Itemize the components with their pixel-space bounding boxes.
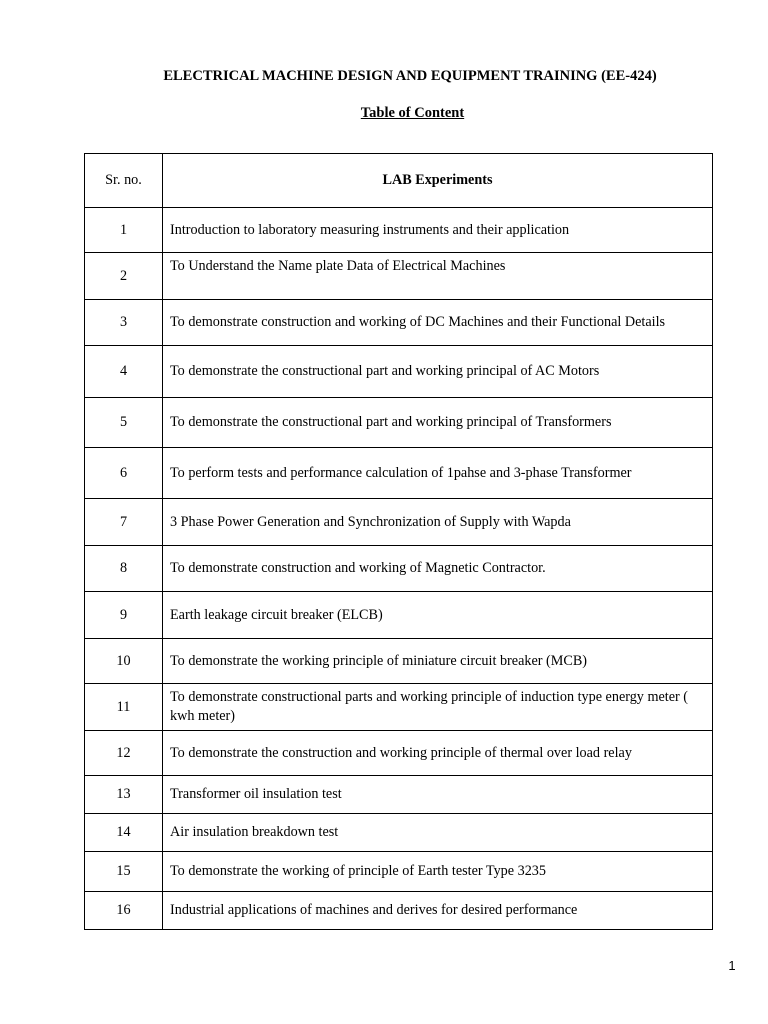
- header-sr-no: Sr. no.: [85, 154, 163, 208]
- page-number: 1: [728, 958, 736, 973]
- table-row: [85, 499, 713, 546]
- table-row: [85, 731, 713, 776]
- experiment-title: To Understand the Name plate Data of Electrical Machines: [163, 253, 713, 300]
- table-row: [85, 639, 713, 684]
- experiment-title: To demonstrate construction and working of Magnetic Contractor.: [163, 546, 713, 592]
- experiment-title: Air insulation breakdown test: [163, 814, 713, 852]
- table-row: [85, 346, 713, 398]
- experiment-title: Transformer oil insulation test: [163, 776, 713, 814]
- experiments-table: [84, 153, 713, 930]
- row-number: 2: [85, 253, 163, 300]
- table-row: [85, 592, 713, 639]
- table-row: [85, 852, 713, 892]
- row-number: 7: [85, 499, 163, 546]
- experiment-title: 3 Phase Power Generation and Synchronization of Supply with Wapda: [163, 499, 713, 546]
- experiment-title: To demonstrate constructional parts and working principle of induction type energy meter ( kwh meter): [163, 684, 713, 731]
- row-number: 3: [85, 300, 163, 346]
- experiment-title: To perform tests and performance calculation of 1pahse and 3-phase Transformer: [163, 448, 713, 499]
- experiment-title: To demonstrate construction and working of DC Machines and their Functional Details: [163, 300, 713, 346]
- row-number: 12: [85, 731, 163, 776]
- row-number: 11: [85, 684, 163, 731]
- experiment-title: Earth leakage circuit breaker (ELCB): [163, 592, 713, 639]
- row-number: 13: [85, 776, 163, 814]
- table-row: [85, 776, 713, 814]
- table-row: [85, 892, 713, 930]
- experiment-title: Industrial applications of machines and derives for desired performance: [163, 892, 713, 930]
- row-number: 5: [85, 398, 163, 448]
- experiment-title: To demonstrate the construction and working principle of thermal over load relay: [163, 731, 713, 776]
- experiment-title: Introduction to laboratory measuring instruments and their application: [163, 208, 713, 253]
- row-number: 1: [85, 208, 163, 253]
- document-title: ELECTRICAL MACHINE DESIGN AND EQUIPMENT TRAINING (EE-424): [163, 68, 657, 84]
- experiment-title: To demonstrate the working of principle of Earth tester Type 3235: [163, 852, 713, 892]
- table-row: [85, 684, 713, 731]
- row-number: 6: [85, 448, 163, 499]
- table-row: [85, 546, 713, 592]
- experiment-title: To demonstrate the working principle of miniature circuit breaker (MCB): [163, 639, 713, 684]
- row-number: 10: [85, 639, 163, 684]
- table-row: [85, 448, 713, 499]
- table-of-content-heading: Table of Content: [360, 105, 465, 121]
- table-row: [85, 814, 713, 852]
- row-number: 8: [85, 546, 163, 592]
- table-row: [85, 300, 713, 346]
- table-row: [85, 398, 713, 448]
- table-header-row: [85, 154, 713, 208]
- row-number: 15: [85, 852, 163, 892]
- row-number: 16: [85, 892, 163, 930]
- table-row: [85, 208, 713, 253]
- experiment-title: To demonstrate the constructional part and working principal of AC Motors: [163, 346, 713, 398]
- header-lab-experiments: LAB Experiments: [163, 154, 713, 208]
- row-number: 4: [85, 346, 163, 398]
- row-number: 14: [85, 814, 163, 852]
- experiment-title: To demonstrate the constructional part and working principal of Transformers: [163, 398, 713, 448]
- table-row: [85, 253, 713, 300]
- row-number: 9: [85, 592, 163, 639]
